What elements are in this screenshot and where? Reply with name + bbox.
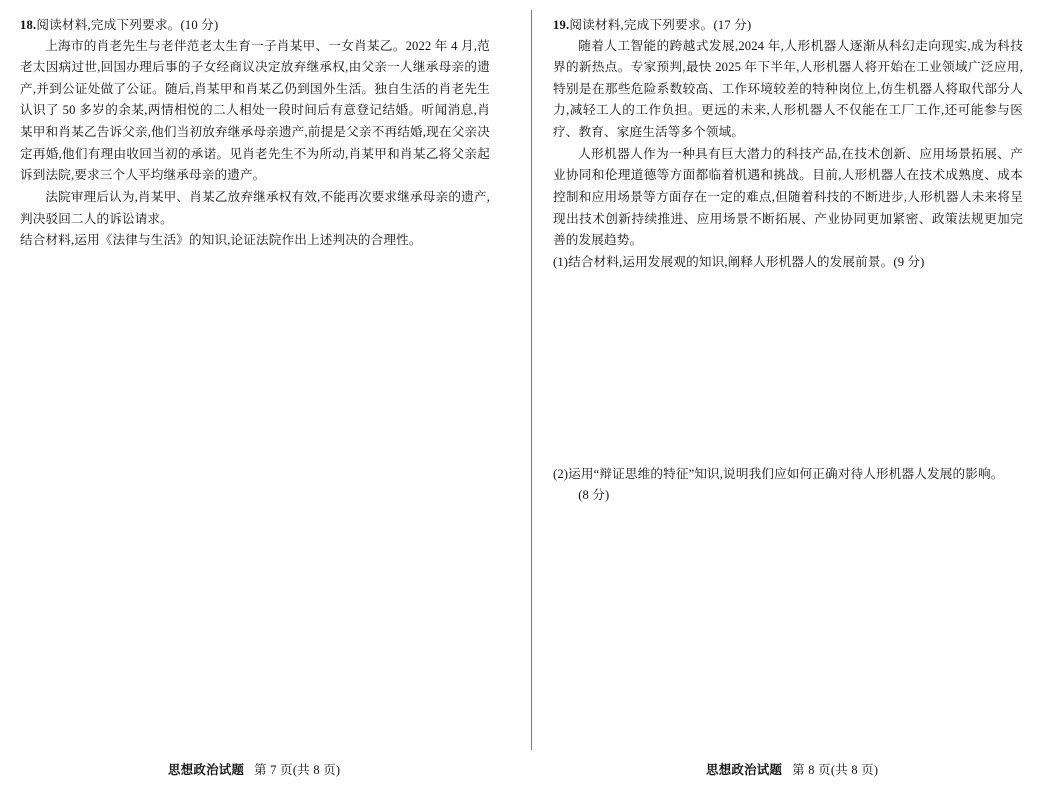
question-19	[553, 16, 1023, 757]
footer-right-pagenum: 第 8 页(共 8 页)	[792, 763, 879, 777]
question-18	[20, 16, 490, 732]
question-19-sub-1-text: 结合材料,运用发展观的知识,阐释人形机器人的发展前景。	[568, 255, 894, 270]
question-18-answer-space[interactable]	[20, 252, 490, 732]
column-divider	[531, 10, 532, 750]
question-19-sub-1	[553, 252, 1023, 274]
question-19-prompt: 阅读材料,完成下列要求。	[569, 18, 714, 32]
question-18-paragraph-1: 上海市的肖老先生与老伴范老太生育一子肖某甲、一女肖某乙。2022 年 4 月,范老太因病过世,回国办理后事的子女经商议决定放弃继承权,由父亲一人继承母亲的遗产,并到公证处做了公证。随后,肖某甲和肖某乙仍到国外生活。独自生活的肖老先生认识了 50 多岁的余某,两情相悦的二人相处一段时间后有意登记结婚。听闻消息,肖某甲和肖某乙告诉父亲,他们当初放弃继承母亲遗产,前提是父亲不再结婚,现在父亲决定再婚,他们有理由收回当初的承诺。见肖老先生不为所动,肖某甲和肖某乙将父亲起诉到法院,要求三个人平均继承母亲的遗产。	[20, 38, 490, 183]
footer-right	[706, 760, 878, 778]
question-18-header	[20, 16, 490, 36]
question-19-score: (17 分)	[713, 18, 752, 32]
question-19-number: 19.	[553, 18, 570, 32]
right-column	[553, 16, 1023, 761]
question-18-prompt: 阅读材料,完成下列要求。	[36, 18, 181, 32]
question-19-sub-1-answer-space[interactable]	[553, 274, 1023, 464]
question-18-paragraph-2: 法院审理后认为,肖某甲、肖某乙放弃继承权有效,不能再次要求继承母亲的遗产,判决驳回二人的诉讼请求。	[20, 190, 490, 226]
left-column	[20, 16, 490, 736]
footer-left	[168, 760, 340, 778]
question-19-sub-2-label: (2)	[553, 466, 569, 481]
question-18-score: (10 分)	[180, 18, 219, 32]
question-19-sub-1-score: (9 分)	[893, 255, 925, 270]
question-19-sub-1-label: (1)	[553, 255, 569, 270]
question-19-sub-2-score: (8 分)	[578, 488, 610, 503]
question-19-paragraph-1: 随着人工智能的跨越式发展,2024 年,人形机器人逐渐从科幻走向现实,成为科技界的新热点。专家预判,最快 2025 年下半年,人形机器人将开始在工业领域广泛应用,特别是在那些危险系数较高、工作环境较差的特种岗位上,仿生机器人将取代部分人力,减轻工人的工作负担。更远的未来,人形机器人不仅能在工厂工作,还可能参与医疗、教育、家庭生活等多个领域。	[553, 38, 1023, 140]
footer-right-subject: 思想政治试题	[706, 763, 783, 777]
question-19-header	[553, 16, 1023, 36]
question-19-sub-2	[553, 464, 1023, 486]
footer-left-pagenum: 第 7 页(共 8 页)	[254, 763, 341, 777]
question-18-task: 结合材料,运用《法律与生活》的知识,论证法院作出上述判决的合理性。	[20, 233, 422, 248]
question-18-number: 18.	[20, 18, 37, 32]
footer-left-subject: 思想政治试题	[168, 763, 245, 777]
question-19-sub-2-text: 运用“辩证思维的特征”知识,说明我们应如何正确对待人形机器人发展的影响。	[568, 466, 1004, 481]
question-19-paragraph-2: 人形机器人作为一种具有巨大潜力的科技产品,在技术创新、应用场景拓展、产业协同和伦理道德等方面都临着机遇和挑战。目前,人形机器人在技术成熟度、成本控制和应用场景等方面存在一定的难点,但随着科技的不断进步,人形机器人未来将呈现出技术创新持续推进、应用场景不断拓展、产业协同更加紧密、政策法规更加完善的发展趋势。	[553, 146, 1023, 248]
question-19-sub-2-answer-space[interactable]	[553, 507, 1023, 757]
